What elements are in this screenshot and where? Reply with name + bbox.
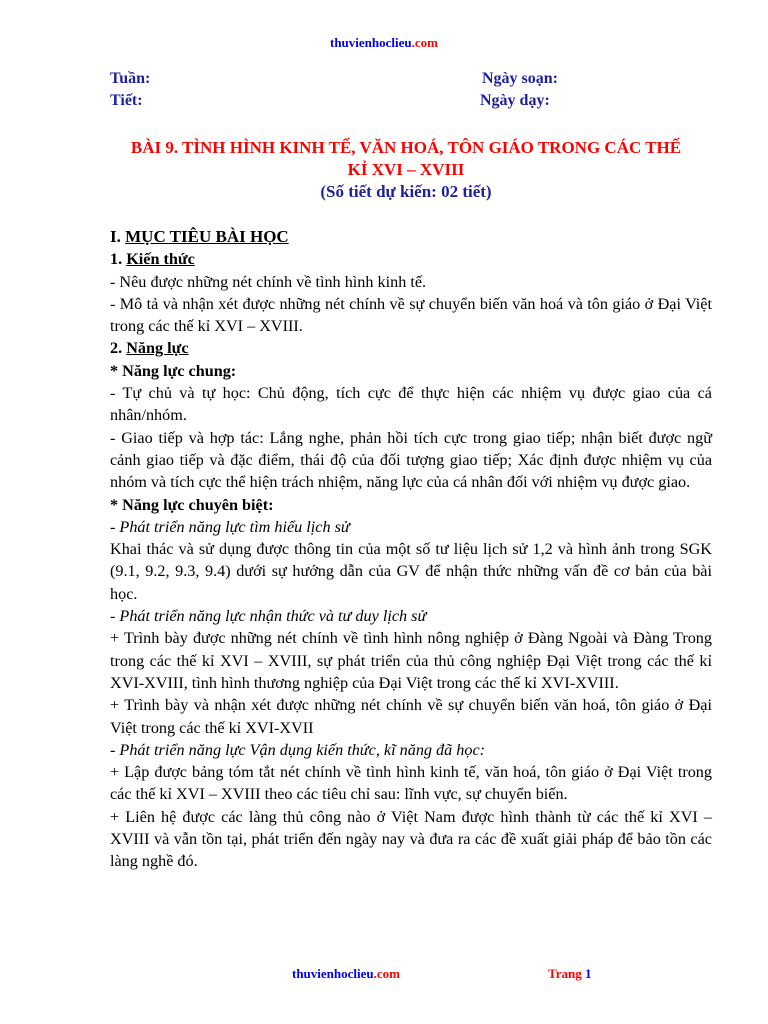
specific-item: + Lập được bảng tóm tắt nét chính về tình hình kinh tế, văn hoá, tôn giáo ở Đại Việt trong các thế kỉ XVI – XVIII theo các tiêu chỉ sau: lĩnh vực, sự chuyển biến.	[110, 763, 712, 804]
specific-subheading: - Phát triển năng lực Vận dụng kiến thức, kĩ năng đã học:	[110, 740, 486, 759]
general-competency-heading: * Năng lực chung:	[110, 361, 237, 380]
section-heading: I. MỤC TIÊU BÀI HỌC	[110, 227, 289, 246]
general-competency-item: - Giao tiếp và hợp tác: Lắng nghe, phản hồi tích cực trong giao tiếp; nhận biết được ngữ cảnh giao tiếp và đặc điểm, thái độ của đối tượng giao tiếp; Xác định được nhiệm vụ của nhóm và tích cực thể hiện trách nhiệm, năng lực của cá nhân đối với nhiệm vụ được giao.	[110, 428, 712, 492]
prep-date-label: Ngày soạn:	[482, 70, 559, 87]
specific-item: + Trình bày và nhận xét được những nét chính về sự chuyển biến văn hoá, tôn giáo ở Đại Việt trong các thế kỉ XVI-XVII	[110, 696, 712, 737]
knowledge-heading: 1. Kiến thức	[110, 250, 195, 269]
lesson-subtitle: (Số tiết dự kiến: 02 tiết)	[320, 182, 492, 201]
specific-item: + Trình bày được những nét chính về tình hình nông nghiệp ở Đàng Ngoài và Đàng Trong trong các thế kỉ XVI – XVIII, sự phát triển của thủ công nghiệp Đại Việt trong các thế kỉ XVI-XVIII, tình hình thương nghiệp của Đại Việt trong các thế kỉ XVI-XVIII.	[110, 629, 712, 692]
objectives-heading: MỤC TIÊU BÀI HỌC	[125, 227, 289, 246]
lesson-title-line2: KỈ XVI – XVIII	[347, 160, 465, 179]
teach-date-label: Ngày dạy:	[480, 92, 550, 109]
specific-subheading: - Phát triển năng lực tìm hiểu lịch sử	[110, 517, 350, 536]
specific-competency-heading: * Năng lực chuyên biệt:	[110, 495, 274, 514]
page-number: Trang 1	[548, 966, 592, 981]
knowledge-item: - Nêu được những nét chính về tình hình kinh tế.	[110, 272, 427, 291]
competency-heading: 2. Năng lực	[110, 339, 189, 358]
specific-item: + Liên hệ được các làng thủ công nào ở Việt Nam được hình thành từ các thế kỉ XVI – XVIII và vẫn tồn tại, phát triển đến ngày nay và đưa ra các đề xuất giải pháp để bảo tồn các làng nghề đó.	[110, 807, 712, 871]
week-label: Tuần:	[110, 70, 151, 87]
period-label: Tiết:	[110, 92, 143, 109]
footer-site-name: thuvienhoclieu.com	[292, 966, 400, 981]
specific-subheading: - Phát triển năng lực nhận thức và tư duy lịch sử	[110, 607, 427, 626]
general-competency-item: - Tự chủ và tự học: Chủ động, tích cực để thực hiện các nhiệm vụ được giao của cá nhân/nhóm.	[110, 384, 712, 425]
knowledge-item: - Mô tả và nhận xét được những nét chính về sự chuyển biến văn hoá và tôn giáo ở Đại Việt trong các thế kỉ XVI – XVIII.	[110, 294, 712, 336]
specific-paragraph: Khai thác và sử dụng được thông tin của một số tư liệu lịch sử 1,2 và hình ảnh trong SGK (9.1, 9.2, 9.3, 9.4) dưới sự hướng dẫn của GV để nhận thức những vấn đề cơ bản của bài học.	[110, 540, 712, 603]
lesson-content	[110, 226, 712, 873]
lesson-title-line1: BÀI 9. TÌNH HÌNH KINH TẾ, VĂN HOÁ, TÔN GIÁO TRONG CÁC THẾ	[130, 138, 682, 157]
header-site-name: thuvienhoclieu.com	[330, 35, 438, 50]
